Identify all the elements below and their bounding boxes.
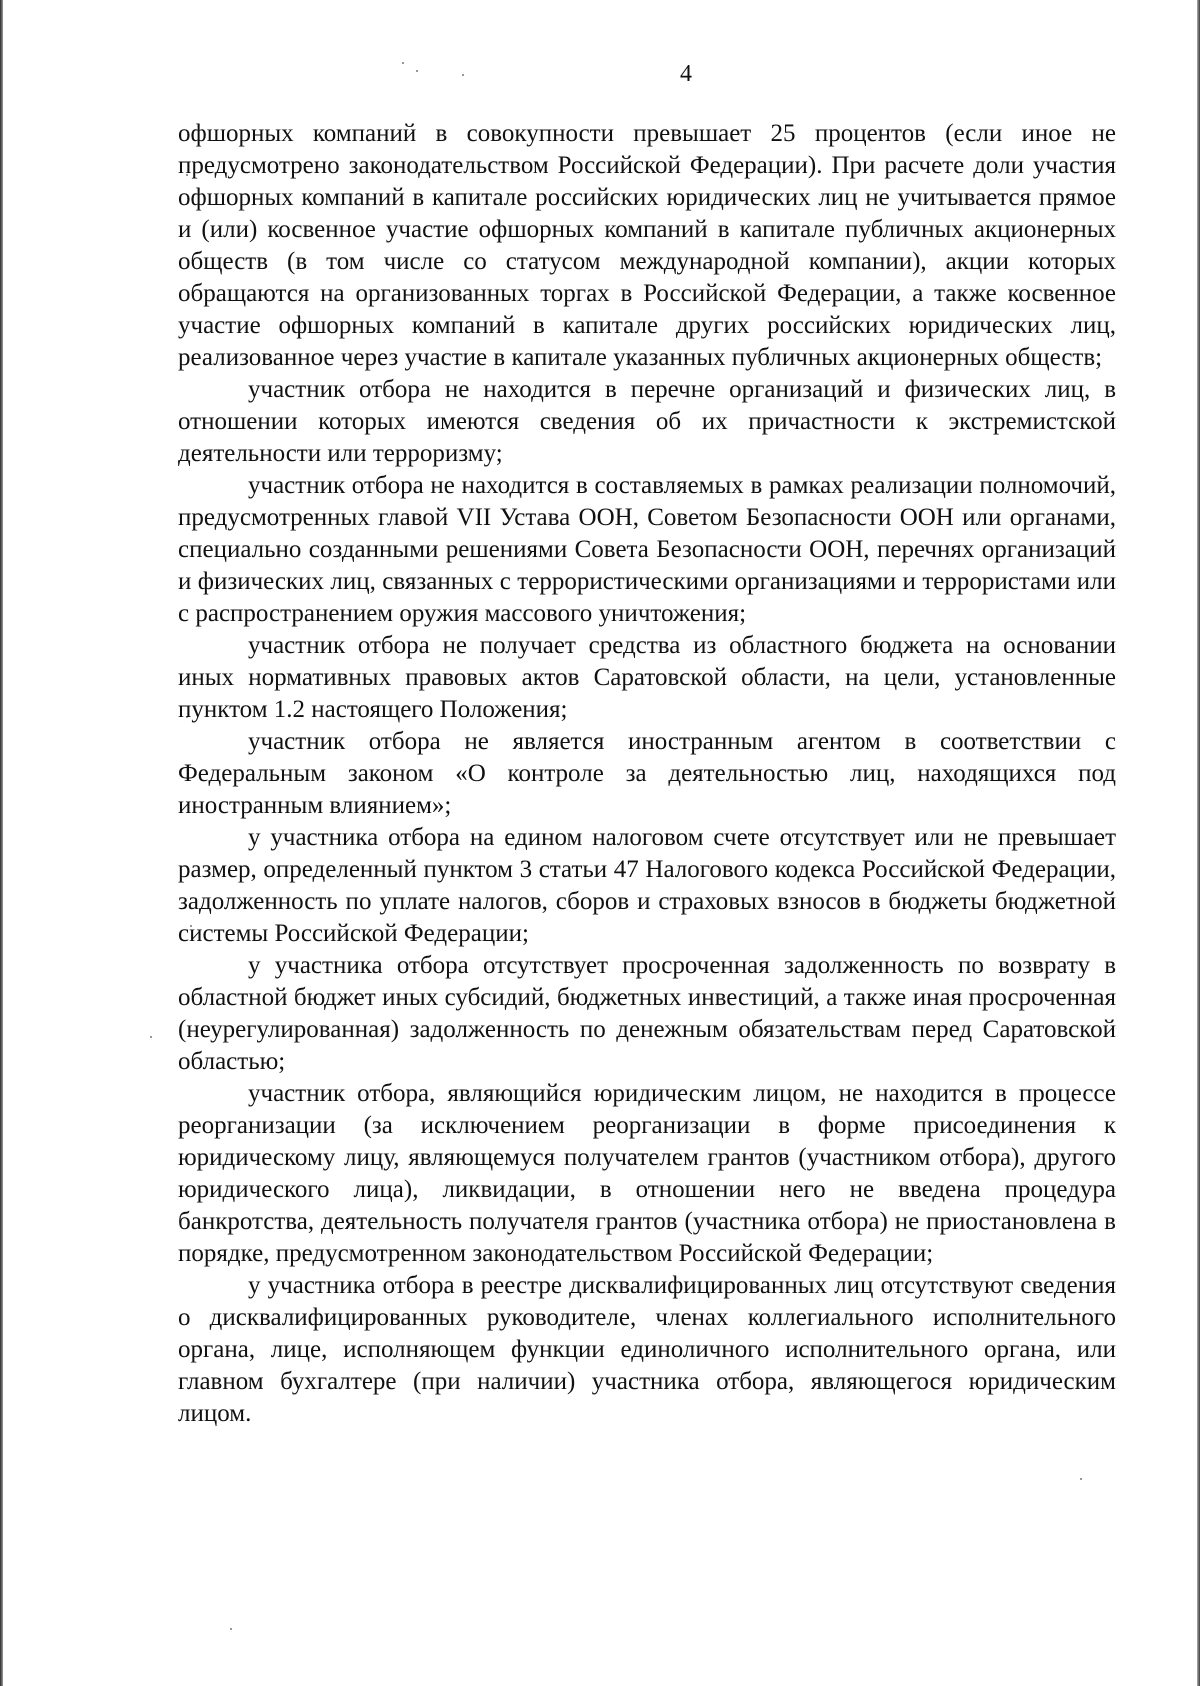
paragraph-offshore-share: офшорных компаний в совокупности превышает 25 процентов (если иное не предусмотрено законодательством Российской Федерации). При расчете доли участия офшорных компаний в капитале российских юридических лиц не учитывается прямое и (или) косвенное участие офшорных компаний в капитале публичных акционерных обществ (в том числе со статусом международной компании), акции которых обращаются на организованных торгах в Российской Федерации, а также косвенное участие офшорных компаний в капитале других российских юридических лиц, реализованное через участие в капитале указанных публичных акционерных обществ; <box>178 120 1116 371</box>
paragraph-overdue-debt: у участника отбора отсутствует просроченная задолженность по возврату в областной бюджет иных субсидий, бюджетных инвестиций, а также иная просроченная (неурегулированная) задолженность по денежным обязательствам перед Саратовской областью; <box>178 952 1116 1075</box>
paragraph-disqualified-persons: у участника отбора в реестре дисквалифицированных лиц отсутствуют сведения о дисквалифицированных руководителе, членах коллегиального исполнительного органа, лице, исполняющем функции единоличного исполнительного органа, или главном бухгалтере (при наличии) участника отбора, являющегося юридическим лицом. <box>178 1272 1116 1427</box>
paragraph-tax-debt: у участника отбора на едином налоговом счете отсутствует или не превышает размер, определенный пунктом 3 статьи 47 Налогового кодекса Российской Федерации, задолженность по уплате налогов, сборов и страховых взносов в бюджеты бюджетной системы Российской Федерации; <box>178 824 1116 947</box>
paragraph-foreign-agent: участник отбора не является иностранным агентом в соответствии с Федеральным законом «О контроле за деятельностью лиц, находящихся под иностранным влиянием»; <box>178 728 1116 819</box>
paragraph-extremism-list: участник отбора не находится в перечне организаций и физических лиц, в отношении которых имеются сведения об их причастности к экстремистской деятельности или терроризму; <box>178 376 1116 467</box>
paragraph-un-security-council-lists: участник отбора не находится в составляемых в рамках реализации полномочий, предусмотренных главой VII Устава ООН, Советом Безопасности ООН или органами, специально созданными решениями Совета Безопасности ООН, перечнях организаций и физических лиц, связанных с террористическими организациями и террористами или с распространением оружия массового уничтожения; <box>178 472 1116 627</box>
scan-speck <box>230 1628 232 1630</box>
paragraph-regional-budget-funds: участник отбора не получает средства из областного бюджета на основании иных нормативных правовых актов Саратовской области, на цели, установленные пунктом 1.2 настоящего Положения; <box>178 632 1116 723</box>
document-body <box>178 118 1116 1430</box>
scan-speck <box>1080 1478 1082 1480</box>
paragraph-reorganization-liquidation: участник отбора, являющийся юридическим лицом, не находится в процессе реорганизации (за исключением реорганизации в форме присоединения к юридическому лицу, являющемуся получателем грантов (участником отбора), другого юридического лица), ликвидации, в отношении него не введена процедура банкротства, деятельность получателя грантов (участника отбора) не приостановлена в порядке, предусмотренном законодательством Российской Федерации; <box>178 1080 1116 1267</box>
page-number: 4 <box>680 61 692 87</box>
scan-edge-left <box>0 0 3 1686</box>
scan-speck <box>150 1036 152 1038</box>
